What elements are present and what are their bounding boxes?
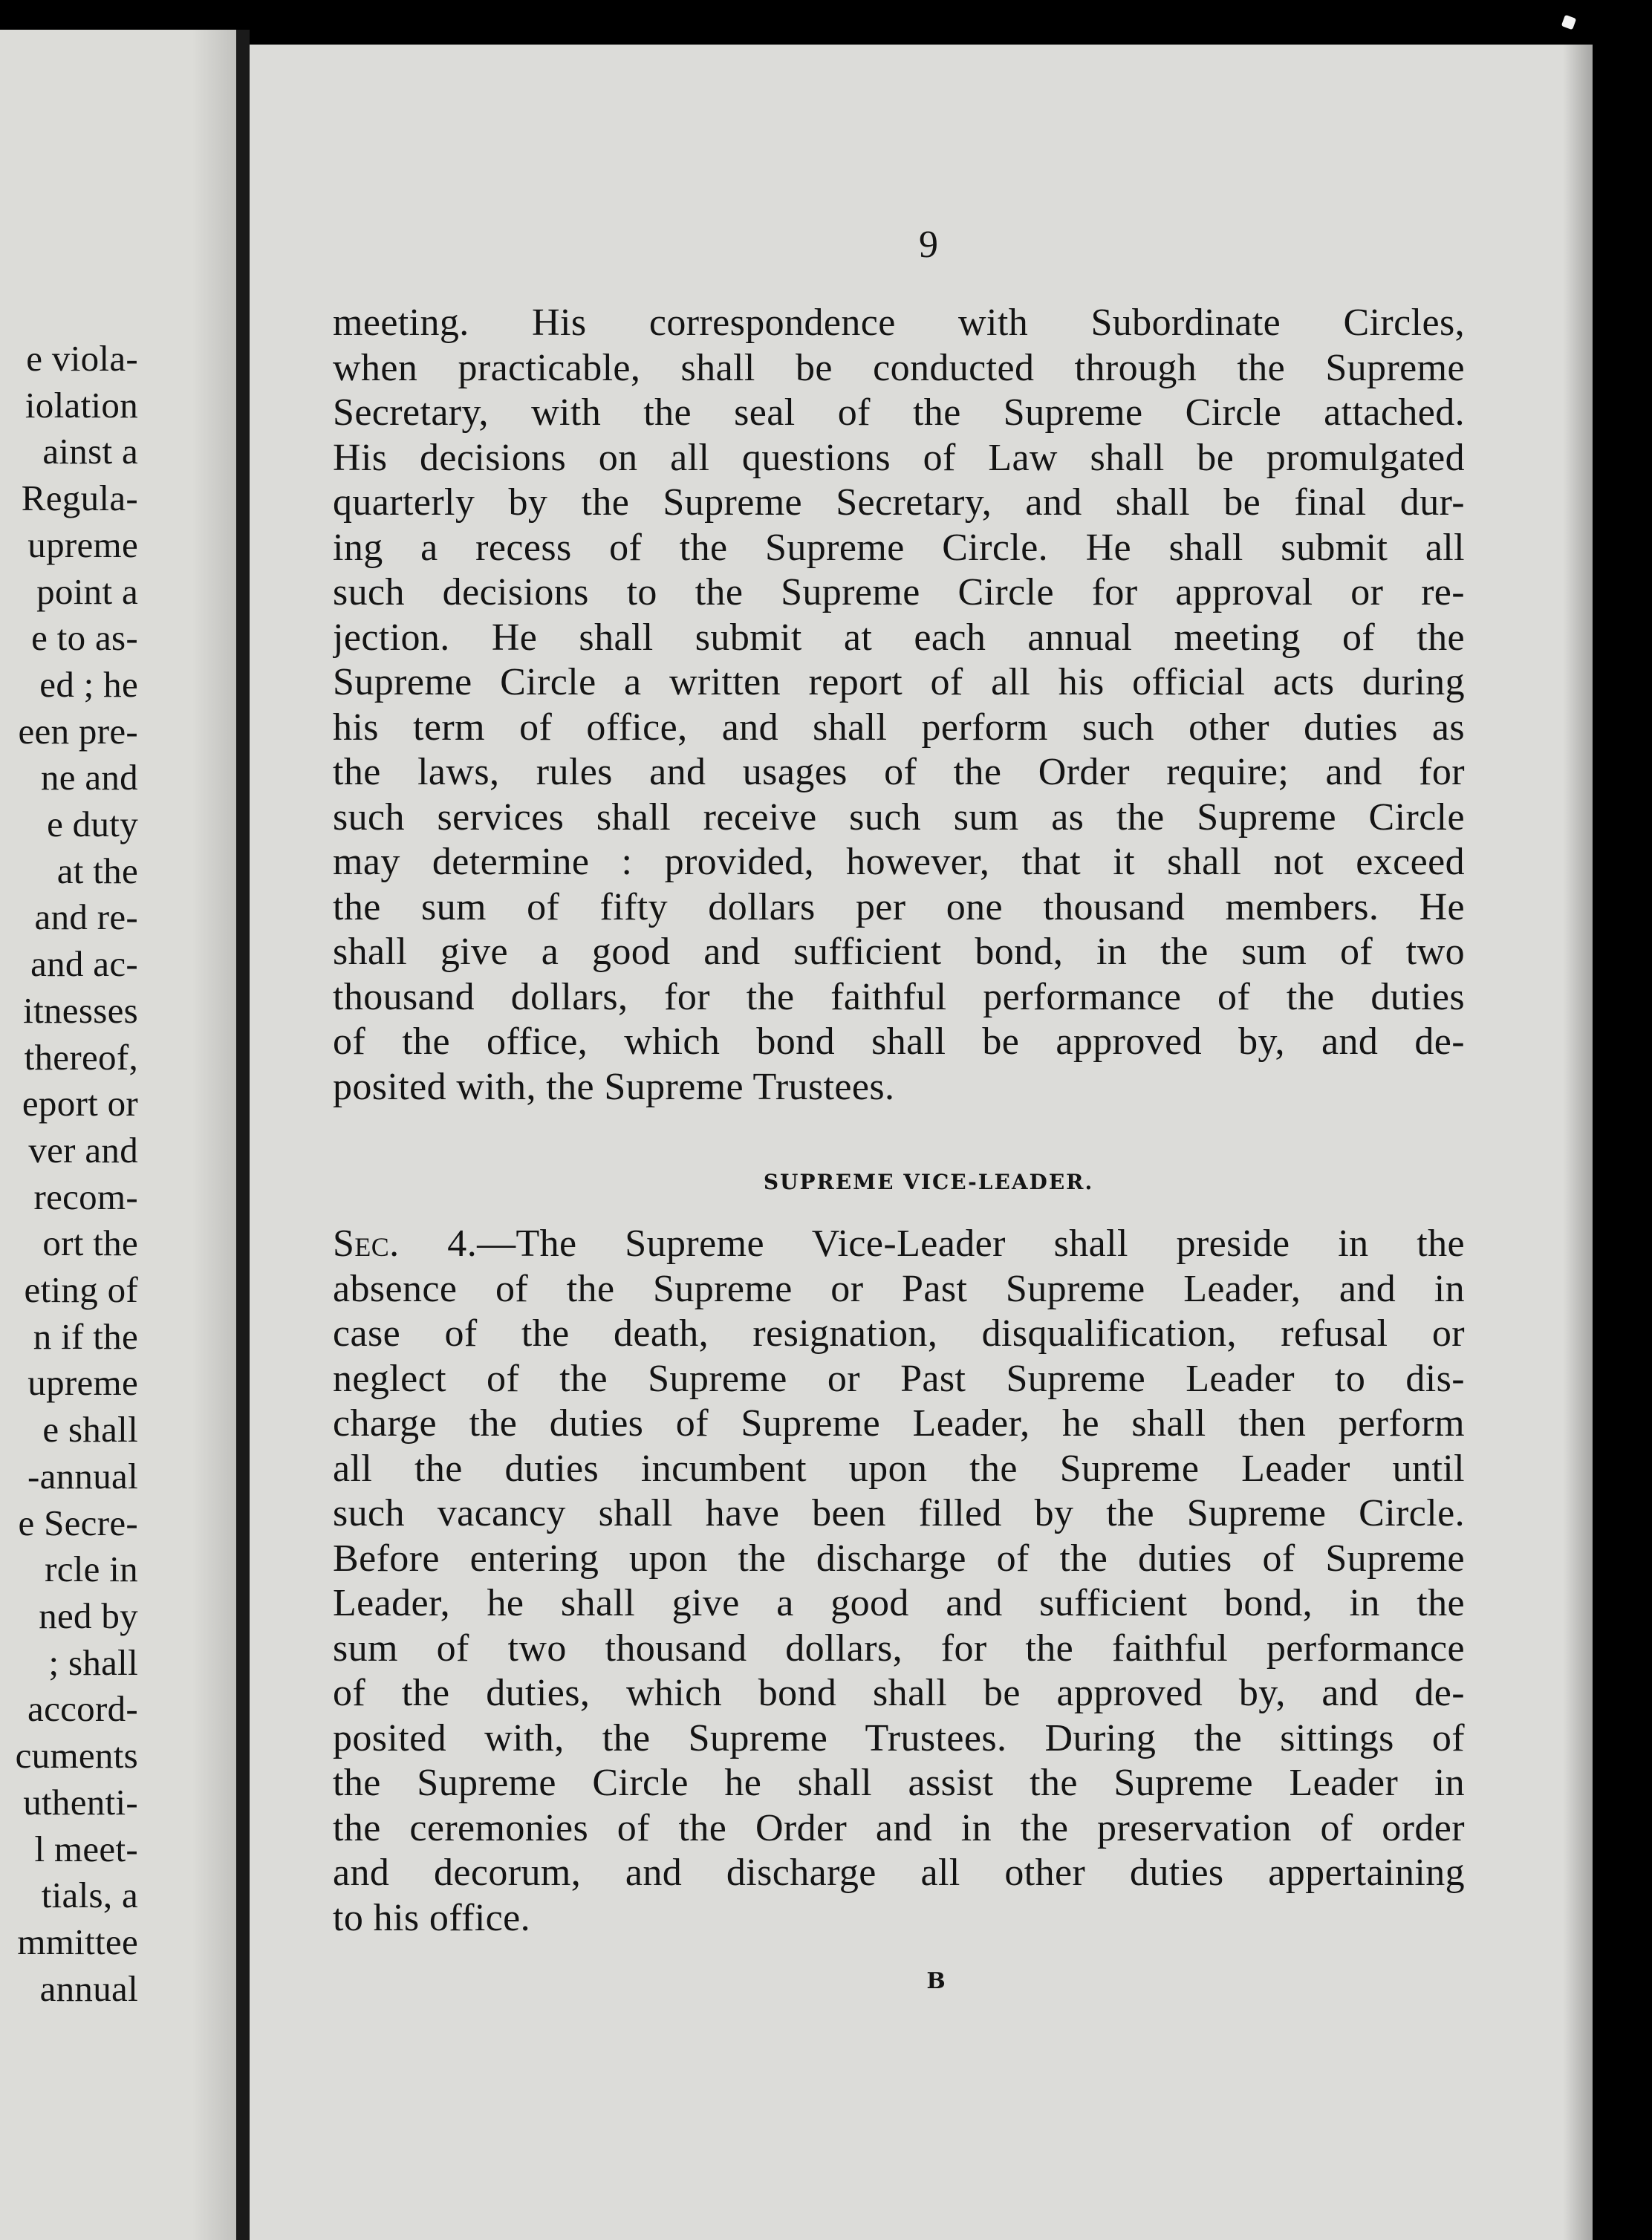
fragment-line: ned by xyxy=(39,1595,138,1636)
paragraph-line: and decorum, and discharge all other duties appertaining xyxy=(333,1852,1465,1894)
fragment-line: upreme xyxy=(27,524,138,565)
paragraph-line: to his office. xyxy=(333,1896,531,1939)
paragraph-line: meeting. His correspondence with Subordinate Circles, xyxy=(333,302,1465,344)
fragment-line: eport or xyxy=(22,1083,138,1124)
fragment-line: e shall xyxy=(42,1409,138,1451)
fragment-line: upreme xyxy=(27,1362,138,1404)
fragment-line: e to as- xyxy=(31,617,138,659)
previous-page-sliver xyxy=(0,30,236,2240)
paragraph-line: thousand dollars, for the faithful performance of the duties xyxy=(333,975,1465,1018)
gutter-shadow xyxy=(192,30,236,2240)
fragment-line: at the xyxy=(56,850,138,891)
paragraph-line: Secretary, with the seal of the Supreme Circle attached. xyxy=(333,391,1465,434)
paragraph-supreme-leader-continued xyxy=(333,301,1465,1110)
paragraph-line: when practicable, shall be conducted through the Supreme xyxy=(333,346,1465,389)
fragment-line: l meet- xyxy=(34,1828,138,1869)
fragment-line: -annual xyxy=(27,1455,138,1497)
fragment-line: tials, a xyxy=(41,1875,138,1916)
paragraph-line: charge the duties of Supreme Leader, he shall then perform xyxy=(333,1402,1465,1445)
paragraph-section-4 xyxy=(333,1222,1465,1941)
paragraph-line: the laws, rules and usages of the Order require; and for xyxy=(333,751,1465,793)
fragment-line: thereof, xyxy=(24,1036,138,1078)
paragraph-line: sum of two thousand dollars, for the faithful performance xyxy=(333,1627,1465,1670)
fragment-line: iolation xyxy=(25,384,138,426)
fragment-line: rcle in xyxy=(45,1549,138,1590)
previous-page-text xyxy=(0,336,138,2012)
section-heading: SUPREME VICE-LEADER. xyxy=(763,1170,1094,1194)
paragraph-line: Leader, he shall give a good and sufficient bond, in the xyxy=(333,1582,1465,1624)
paragraph-line: of the duties, which bond shall be approved by, and de- xyxy=(333,1672,1465,1714)
scan-artifact xyxy=(1561,15,1577,30)
paragraph-line: Before entering upon the discharge of the duties of Supreme xyxy=(333,1537,1465,1580)
paragraph-line: His decisions on all questions of Law shall be promulgated xyxy=(333,436,1465,479)
paragraph-line: all the duties incumbent upon the Supreme Leader until xyxy=(333,1447,1465,1490)
fragment-line: e Secre- xyxy=(18,1502,138,1543)
paragraph-line: such vacancy shall have been filled by the Supreme Circle. xyxy=(333,1492,1465,1534)
fragment-line: e duty xyxy=(47,804,138,845)
fragment-line: ainst a xyxy=(42,431,138,472)
fragment-line: cuments xyxy=(15,1735,138,1777)
paragraph-line: ing a recess of the Supreme Circle. He shall submit all xyxy=(333,526,1465,569)
fragment-line: ort the xyxy=(42,1222,138,1264)
fragment-line: n if the xyxy=(33,1315,138,1357)
fragment-line: itnesses xyxy=(23,989,138,1031)
fragment-line: accord- xyxy=(27,1688,138,1730)
paragraph-line: may determine : provided, however, that it shall not exceed xyxy=(333,841,1465,883)
paragraph-line: such decisions to the Supreme Circle for approval or re- xyxy=(333,571,1465,613)
fragment-line: ne and xyxy=(40,757,138,798)
page-number: 9 xyxy=(919,224,938,266)
fragment-line: een pre- xyxy=(18,710,138,752)
page-edge xyxy=(1593,45,1652,2240)
paragraph-line: of the office, which bond shall be approved by, and de- xyxy=(333,1020,1465,1063)
paragraph-line: such services shall receive such sum as the Supreme Circle xyxy=(333,795,1465,839)
fragment-line: e viola- xyxy=(26,338,138,379)
fragment-line: mmittee xyxy=(17,1921,138,1962)
paragraph-line: absence of the Supreme or Past Supreme Leader, and in xyxy=(333,1267,1465,1310)
paragraph-line: case of the death, resignation, disqualification, refusal or xyxy=(333,1312,1465,1355)
paragraph-line: quarterly by the Supreme Secretary, and shall be final dur- xyxy=(333,481,1465,524)
paragraph-line: the sum of fifty dollars per one thousand members. He xyxy=(333,885,1465,928)
paragraph-line: shall give a good and sufficient bond, in the sum of two xyxy=(333,931,1465,973)
paragraph-line: jection. He shall submit at each annual meeting of the xyxy=(333,616,1465,659)
fragment-line: annual xyxy=(39,1967,138,2009)
paragraph-line: the ceremonies of the Order and in the preservation of order xyxy=(333,1806,1465,1849)
signature-mark: B xyxy=(926,1968,946,1994)
fragment-line: ver and xyxy=(28,1129,138,1171)
paragraph-line-text: 4.—The Supreme Vice-Leader shall preside in the xyxy=(399,1222,1465,1265)
fragment-line: eting of xyxy=(24,1269,138,1311)
fragment-line: Regula- xyxy=(21,478,138,519)
fragment-line: ed ; he xyxy=(39,663,138,705)
paragraph-line: neglect of the Supreme or Past Supreme Leader to dis- xyxy=(333,1357,1465,1400)
fragment-line: recom- xyxy=(33,1176,138,1217)
fragment-line: uthenti- xyxy=(23,1781,138,1823)
paragraph-line: the Supreme Circle he shall assist the Supreme Leader in xyxy=(333,1762,1465,1804)
fragment-line: ; shall xyxy=(48,1641,138,1683)
paragraph-line: posited with, the Supreme Trustees. xyxy=(333,1065,895,1108)
fragment-line: and ac- xyxy=(30,943,138,985)
paragraph-line: his term of office, and shall perform such other duties as xyxy=(333,706,1465,749)
fragment-line: and re- xyxy=(34,896,138,938)
paragraph-line: posited with, the Supreme Trustees. During the sittings of xyxy=(333,1716,1465,1759)
fragment-line: point a xyxy=(36,570,138,612)
paragraph-line xyxy=(333,1222,1465,1267)
section-label: Sec. xyxy=(333,1222,400,1265)
book-spine-fold xyxy=(236,30,250,2240)
paragraph-line: Supreme Circle a written report of all his official acts during xyxy=(333,661,1465,703)
